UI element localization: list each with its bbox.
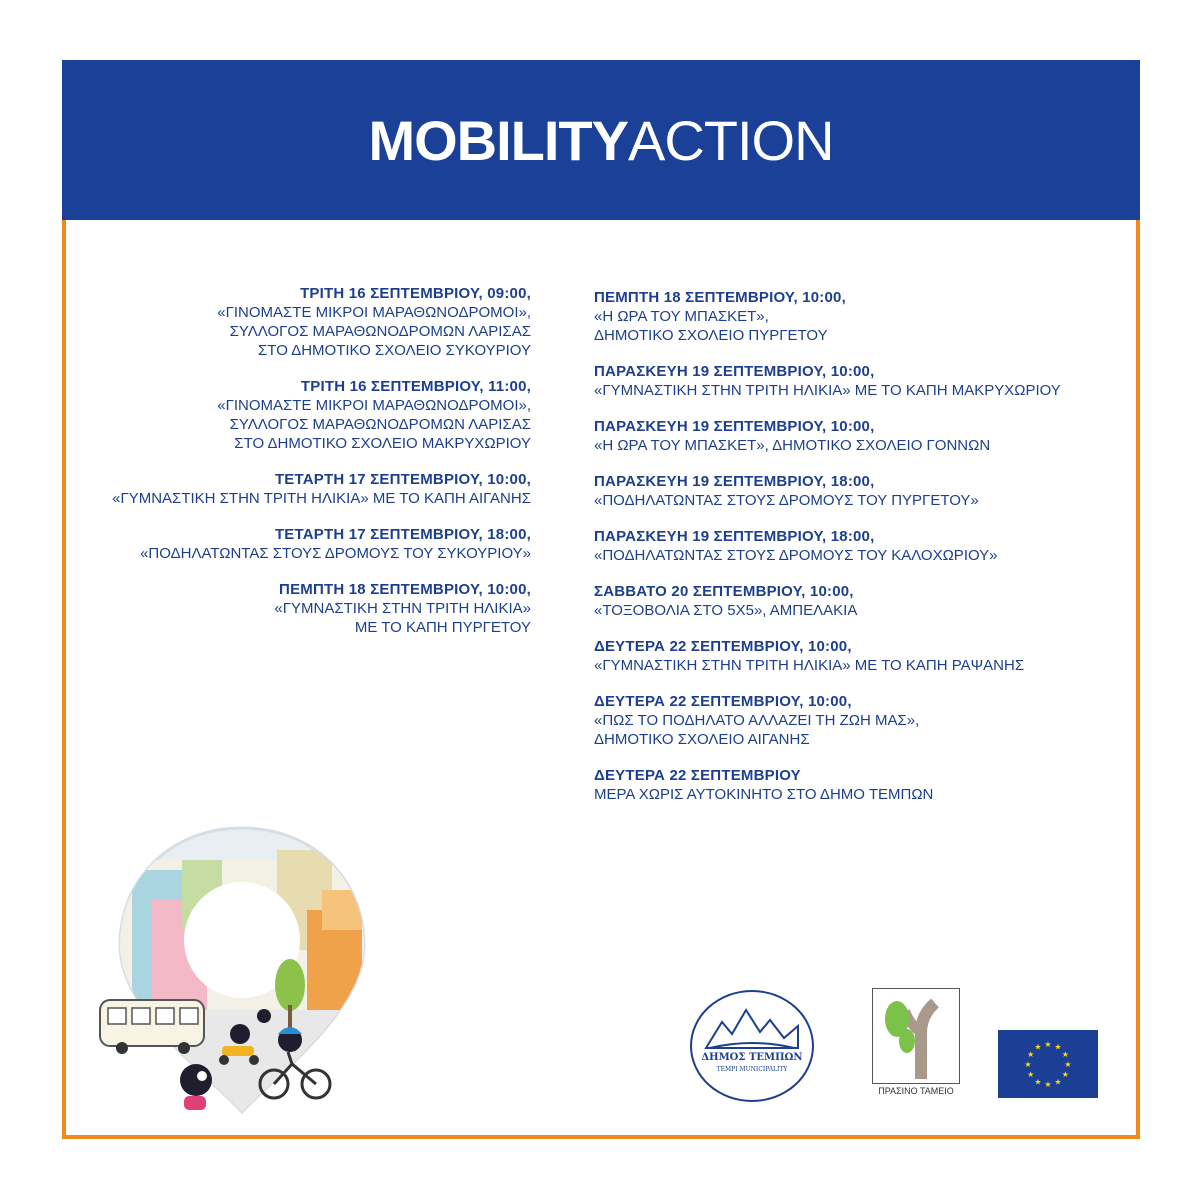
event-description-line: ΜΕΡΑ ΧΩΡΙΣ ΑΥΤΟΚΙΝΗΤΟ ΣΤΟ ΔΗΜΟ ΤΕΜΠΩΝ <box>594 786 934 803</box>
eu-star-icon: ★ <box>1024 1060 1032 1069</box>
event-description-line: ΣΤΟ ΔΗΜΟΤΙΚΟ ΣΧΟΛΕΙΟ ΣΥΚΟΥΡΙΟΥ <box>258 342 531 359</box>
dimos-subtitle: TEMPI MUNICIPALITY <box>716 1066 788 1073</box>
event-date-time: ΣΑΒΒΑΤΟ 20 ΣΕΠΤΕΜΒΡΙΟΥ, 10:00, <box>594 583 854 600</box>
event-item <box>594 637 1114 675</box>
event-item <box>51 377 531 453</box>
bus-icon <box>100 1000 204 1054</box>
event-date-time: ΠΑΡΑΣΚΕΥΗ 19 ΣΕΠΤΕΜΒΡΙΟΥ, 10:00, <box>594 418 875 435</box>
eu-star-icon: ★ <box>1044 1040 1052 1049</box>
right-events-column <box>594 288 1114 821</box>
event-date-time: ΤΡΙΤΗ 16 ΣΕΠΤΕΜΒΡΙΟΥ, 09:00, <box>300 285 531 302</box>
dimos-name: ΔΗΜΟΣ ΤΕΜΠΩΝ <box>701 1052 803 1063</box>
event-date-time: ΠΕΜΠΤΗ 18 ΣΕΠΤΕΜΒΡΙΟΥ, 10:00, <box>279 581 531 598</box>
map-pin-illustration-icon <box>92 820 392 1120</box>
eu-star-icon: ★ <box>1034 1042 1042 1052</box>
event-date-time: ΤΕΤΑΡΤΗ 17 ΣΕΠΤΕΜΒΡΙΟΥ, 18:00, <box>274 526 531 543</box>
eu-star-icon: ★ <box>1061 1070 1069 1079</box>
event-date-time: ΔΕΥΤΕΡΑ 22 ΣΕΠΤΕΜΒΡΙΟΥ <box>594 767 801 784</box>
event-date-time: ΔΕΥΤΕΡΑ 22 ΣΕΠΤΕΜΒΡΙΟΥ, 10:00, <box>594 693 852 710</box>
event-item <box>51 580 531 637</box>
page-title <box>368 108 833 173</box>
green-fund-logo <box>868 988 964 1100</box>
eu-flag-icon <box>998 1030 1098 1098</box>
eu-star-icon: ★ <box>1061 1050 1069 1059</box>
mountains-icon <box>704 1004 800 1050</box>
event-item <box>594 692 1114 749</box>
event-date-time: ΔΕΥΤΕΡΑ 22 ΣΕΠΤΕΜΒΡΙΟΥ, 10:00, <box>594 638 852 655</box>
event-description-line: ΣΥΛΛΟΓΟΣ ΜΑΡΑΘΩΝΟΔΡΟΜΩΝ ΛΑΡΙΣΑΣ <box>229 323 531 340</box>
event-description-line: «ΠΟΔΗΛΑΤΩΝΤΑΣ ΣΤΟΥΣ ΔΡΟΜΟΥΣ ΤΟΥ ΣΥΚΟΥΡΙΟΥ» <box>140 545 531 562</box>
green-fund-label: ΠΡΑΣΙΝΟ ΤΑΜΕΙΟ <box>878 1086 954 1096</box>
event-description-line: «ΓΥΜΝΑΣΤΙΚΗ ΣΤΗΝ ΤΡΙΤΗ ΗΛΙΚΙΑ» ΜΕ ΤΟ ΚΑΠΗ ΑΙΓΑΝΗΣ <box>112 490 531 507</box>
event-description-line: «ΠΟΔΗΛΑΤΩΝΤΑΣ ΣΤΟΥΣ ΔΡΟΜΟΥΣ ΤΟΥ ΚΑΛΟΧΩΡΙΟΥ» <box>594 547 998 564</box>
tree-icon <box>275 959 305 1011</box>
event-item <box>594 288 1114 345</box>
eu-star-icon: ★ <box>1027 1070 1035 1079</box>
event-date-time: ΤΡΙΤΗ 16 ΣΕΠΤΕΜΒΡΙΟΥ, 11:00, <box>300 378 531 395</box>
eu-star-icon: ★ <box>1054 1042 1062 1052</box>
event-description-line: ΔΗΜΟΤΙΚΟ ΣΧΟΛΕΙΟ ΠΥΡΓΕΤΟΥ <box>594 327 828 344</box>
event-date-time: ΠΑΡΑΣΚΕΥΗ 19 ΣΕΠΤΕΜΒΡΙΟΥ, 18:00, <box>594 528 875 545</box>
event-description-line: ΣΥΛΛΟΓΟΣ ΜΑΡΑΘΩΝΟΔΡΟΜΩΝ ΛΑΡΙΣΑΣ <box>229 416 531 433</box>
event-item <box>51 525 531 563</box>
title-light: ACTION <box>627 108 834 172</box>
event-date-time: ΠΑΡΑΣΚΕΥΗ 19 ΣΕΠΤΕΜΒΡΙΟΥ, 10:00, <box>594 363 875 380</box>
event-date-time: ΠΑΡΑΣΚΕΥΗ 19 ΣΕΠΤΕΜΒΡΙΟΥ, 18:00, <box>594 473 875 490</box>
event-item <box>594 417 1114 455</box>
eu-star-icon: ★ <box>1054 1077 1062 1087</box>
eu-star-icon: ★ <box>1034 1077 1042 1087</box>
title-bold: MOBILITY <box>368 108 628 172</box>
header-banner <box>62 60 1140 220</box>
left-events-column <box>51 284 531 654</box>
event-description-line: «ΓΥΜΝΑΣΤΙΚΗ ΣΤΗΝ ΤΡΙΤΗ ΗΛΙΚΙΑ» ΜΕ ΤΟ ΚΑΠΗ ΜΑΚΡΥΧΩΡΙΟΥ <box>594 382 1061 399</box>
event-description-line: «ΠΩΣ ΤΟ ΠΟΔΗΛΑΤΟ ΑΛΛΑΖΕΙ ΤΗ ΖΩΗ ΜΑΣ», <box>594 712 920 729</box>
event-date-time: ΠΕΜΠΤΗ 18 ΣΕΠΤΕΜΒΡΙΟΥ, 10:00, <box>594 289 846 306</box>
event-description-line: ΣΤΟ ΔΗΜΟΤΙΚΟ ΣΧΟΛΕΙΟ ΜΑΚΡΥΧΩΡΙΟΥ <box>234 435 531 452</box>
event-item <box>594 472 1114 510</box>
event-description-line: «ΤΟΞΟΒΟΛΙΑ ΣΤΟ 5Χ5», ΑΜΠΕΛΑΚΙΑ <box>594 602 858 619</box>
event-description-line: ΔΗΜΟΤΙΚΟ ΣΧΟΛΕΙΟ ΑΙΓΑΝΗΣ <box>594 731 810 748</box>
event-description-line: «ΓΙΝΟΜΑΣΤΕ ΜΙΚΡΟΙ ΜΑΡΑΘΩΝΟΔΡΟΜΟΙ», <box>217 397 531 414</box>
event-description-line: «ΓΙΝΟΜΑΣΤΕ ΜΙΚΡΟΙ ΜΑΡΑΘΩΝΟΔΡΟΜΟΙ», <box>217 304 531 321</box>
event-description-line: «Η ΩΡΑ ΤΟΥ ΜΠΑΣΚΕΤ», ΔΗΜΟΤΙΚΟ ΣΧΟΛΕΙΟ ΓΟΝΝΩΝ <box>594 437 991 454</box>
event-item <box>594 582 1114 620</box>
event-date-time: ΤΕΤΑΡΤΗ 17 ΣΕΠΤΕΜΒΡΙΟΥ, 10:00, <box>274 471 531 488</box>
dimos-tempon-logo <box>690 990 814 1102</box>
event-description-line: «ΓΥΜΝΑΣΤΙΚΗ ΣΤΗΝ ΤΡΙΤΗ ΗΛΙΚΙΑ» ΜΕ ΤΟ ΚΑΠΗ ΡΑΨΑΝΗΣ <box>594 657 1025 674</box>
event-description-line: «Η ΩΡΑ ΤΟΥ ΜΠΑΣΚΕΤ», <box>594 308 769 325</box>
event-description-line: «ΓΥΜΝΑΣΤΙΚΗ ΣΤΗΝ ΤΡΙΤΗ ΗΛΙΚΙΑ» <box>274 600 531 617</box>
event-item <box>594 527 1114 565</box>
tree-icon <box>877 993 955 1079</box>
event-item <box>594 766 1114 804</box>
eu-star-icon: ★ <box>1064 1060 1072 1069</box>
event-item <box>594 362 1114 400</box>
eu-star-icon: ★ <box>1044 1080 1052 1089</box>
event-item <box>51 470 531 508</box>
event-description-line: «ΠΟΔΗΛΑΤΩΝΤΑΣ ΣΤΟΥΣ ΔΡΟΜΟΥΣ ΤΟΥ ΠΥΡΓΕΤΟΥ» <box>594 492 979 509</box>
event-item <box>51 284 531 360</box>
eu-star-icon: ★ <box>1027 1050 1035 1059</box>
event-description-line: ΜΕ ΤΟ ΚΑΠΗ ΠΥΡΓΕΤΟΥ <box>354 619 531 636</box>
